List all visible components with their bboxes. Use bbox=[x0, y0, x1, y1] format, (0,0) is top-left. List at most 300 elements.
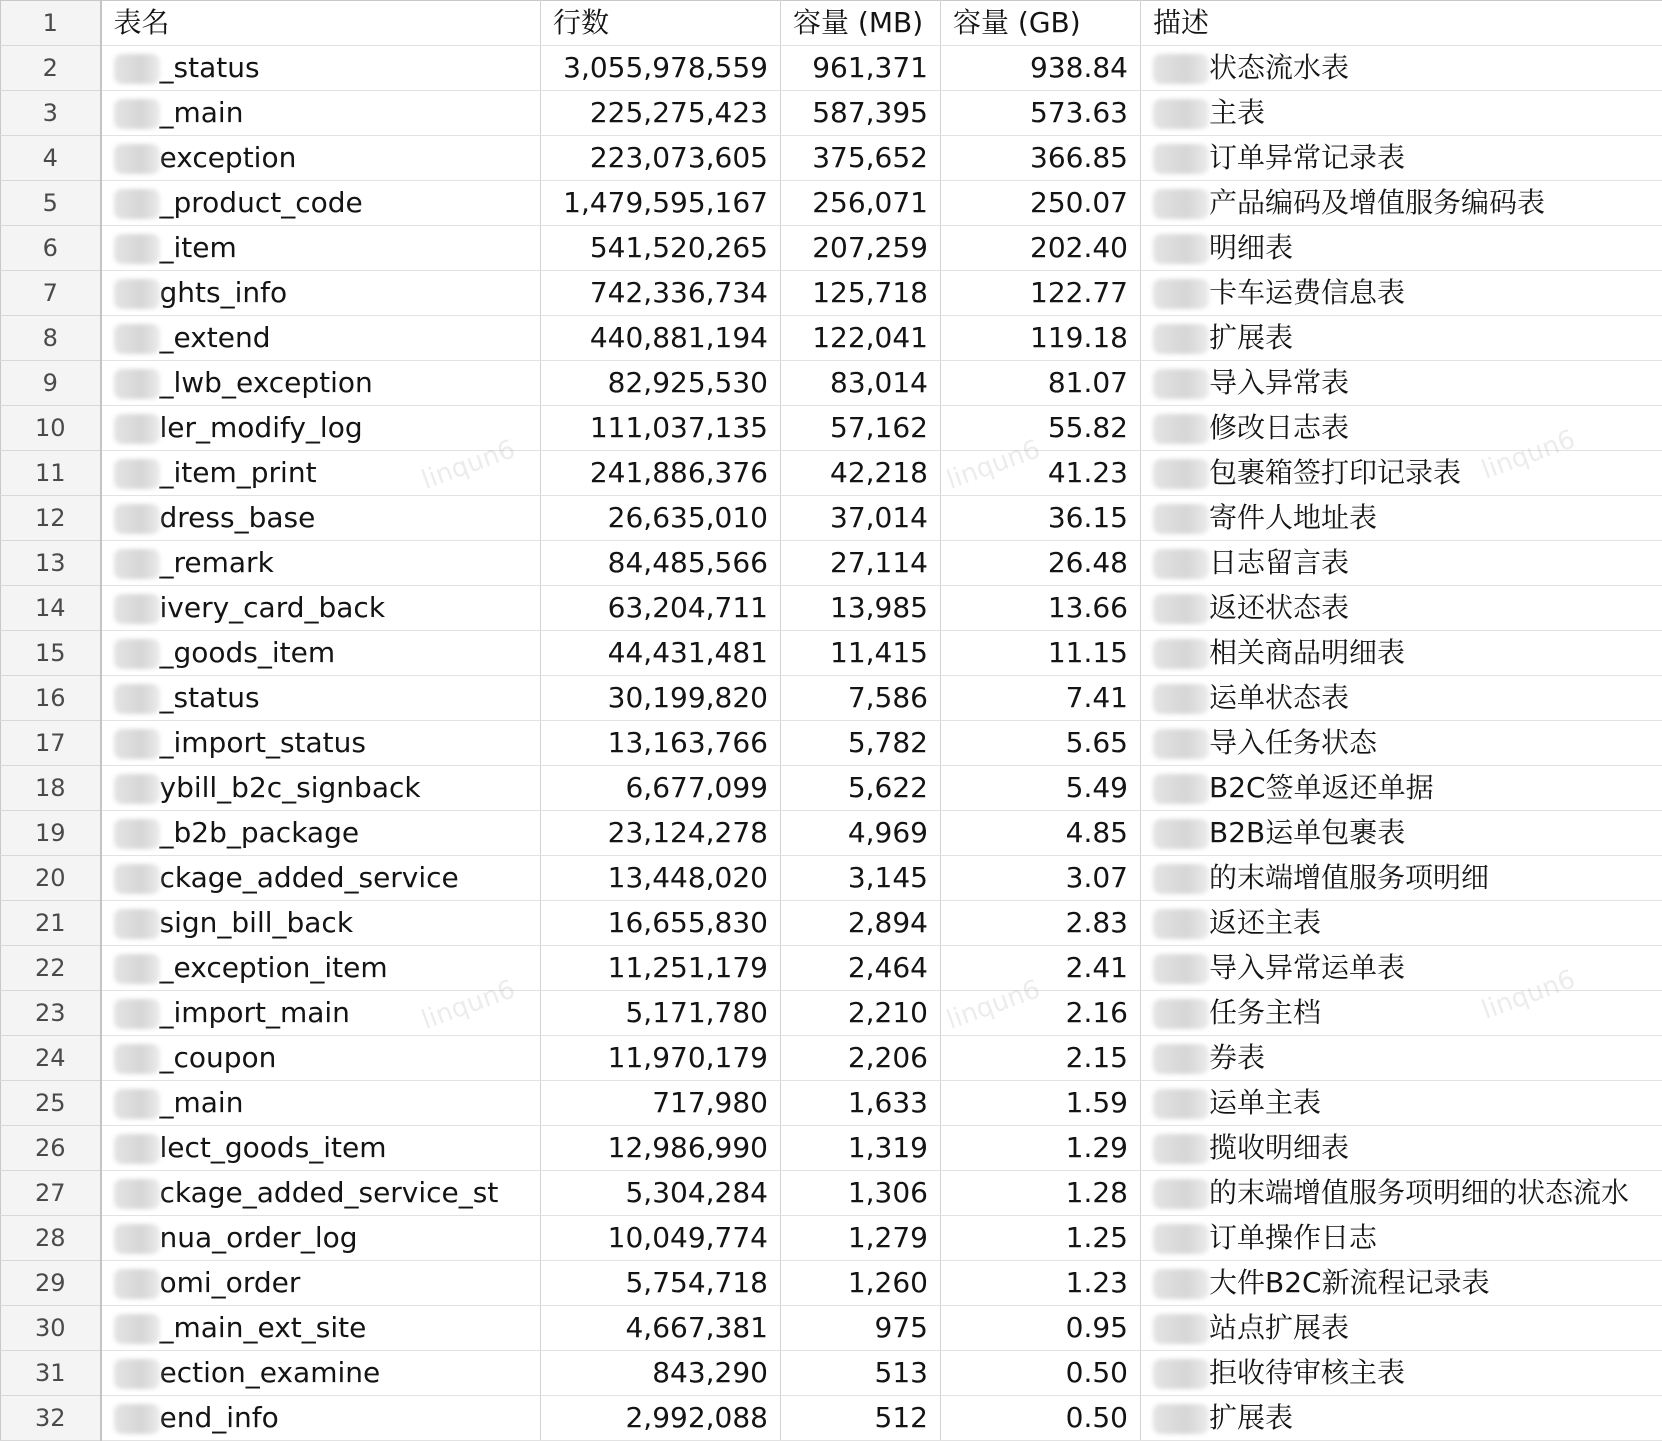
cell-row-count[interactable]: 11,251,179 bbox=[541, 946, 781, 991]
cell-size-mb[interactable]: 2,210 bbox=[781, 991, 941, 1036]
row-number[interactable]: 29 bbox=[1, 1261, 101, 1306]
cell-description[interactable] bbox=[1141, 1306, 1662, 1351]
table-row[interactable] bbox=[1, 1396, 1662, 1441]
cell-size-gb[interactable]: 1.29 bbox=[941, 1126, 1141, 1171]
cell-row-count[interactable]: 225,275,423 bbox=[541, 91, 781, 136]
cell-description[interactable] bbox=[1141, 946, 1662, 991]
row-number[interactable]: 31 bbox=[1, 1351, 101, 1396]
cell-table-name[interactable] bbox=[101, 856, 541, 901]
cell-size-gb[interactable]: 250.07 bbox=[941, 181, 1141, 226]
cell-description[interactable] bbox=[1141, 46, 1662, 91]
cell-description[interactable] bbox=[1141, 586, 1662, 631]
row-number[interactable]: 24 bbox=[1, 1036, 101, 1081]
cell-description[interactable] bbox=[1141, 181, 1662, 226]
cell-row-count[interactable]: 223,073,605 bbox=[541, 136, 781, 181]
cell-table-name-text: _lwb_exception bbox=[160, 366, 373, 399]
table-row[interactable] bbox=[1, 631, 1662, 676]
table-row[interactable] bbox=[1, 1261, 1662, 1306]
cell-row-count[interactable]: 23,124,278 bbox=[541, 811, 781, 856]
cell-description-text: 订单操作日志 bbox=[1209, 1221, 1377, 1254]
cell-row-count[interactable]: 5,754,718 bbox=[541, 1261, 781, 1306]
cell-table-name[interactable] bbox=[101, 541, 541, 586]
cell-table-name[interactable] bbox=[101, 496, 541, 541]
cell-table-name[interactable] bbox=[101, 721, 541, 766]
cell-row-count[interactable]: 541,520,265 bbox=[541, 226, 781, 271]
cell-description[interactable] bbox=[1141, 406, 1662, 451]
cell-size-gb[interactable]: 36.15 bbox=[941, 496, 1141, 541]
cell-table-name[interactable] bbox=[101, 1081, 541, 1126]
cell-size-gb[interactable]: 573.63 bbox=[941, 91, 1141, 136]
watermark: linqun6 bbox=[418, 974, 519, 1035]
redaction-blur bbox=[114, 54, 160, 84]
cell-table-name-text: _import_main bbox=[160, 996, 350, 1029]
table-row[interactable] bbox=[1, 721, 1662, 766]
cell-size-gb[interactable]: 11.15 bbox=[941, 631, 1141, 676]
cell-size-mb[interactable]: 11,415 bbox=[781, 631, 941, 676]
cell-table-name[interactable] bbox=[101, 271, 541, 316]
cell-description-text: 明细表 bbox=[1209, 231, 1293, 264]
cell-description[interactable] bbox=[1141, 1351, 1662, 1396]
row-number[interactable]: 15 bbox=[1, 631, 101, 676]
cell-size-mb[interactable]: 37,014 bbox=[781, 496, 941, 541]
cell-size-gb[interactable]: 26.48 bbox=[941, 541, 1141, 586]
row-number[interactable]: 8 bbox=[1, 316, 101, 361]
table-row[interactable] bbox=[1, 1216, 1662, 1261]
cell-description-text: 返还状态表 bbox=[1209, 591, 1349, 624]
cell-table-name[interactable] bbox=[101, 181, 541, 226]
cell-description-text: 大件B2C新流程记录表 bbox=[1209, 1266, 1490, 1299]
cell-size-mb[interactable]: 207,259 bbox=[781, 226, 941, 271]
row-number[interactable]: 17 bbox=[1, 721, 101, 766]
cell-table-name[interactable] bbox=[101, 991, 541, 1036]
table-row[interactable] bbox=[1, 811, 1662, 856]
cell-table-name[interactable] bbox=[101, 1216, 541, 1261]
cell-table-name-text: _item bbox=[160, 231, 237, 264]
cell-description-text: B2C签单返还单据 bbox=[1209, 771, 1434, 804]
cell-size-gb[interactable]: 1.23 bbox=[941, 1261, 1141, 1306]
cell-table-name-text: _b2b_package bbox=[160, 816, 360, 849]
redaction-blur bbox=[1153, 864, 1209, 894]
cell-size-mb[interactable]: 1,306 bbox=[781, 1171, 941, 1216]
cell-size-gb[interactable]: 1.59 bbox=[941, 1081, 1141, 1126]
redaction-blur bbox=[1153, 684, 1209, 714]
redaction-blur bbox=[1153, 144, 1209, 174]
cell-description[interactable] bbox=[1141, 226, 1662, 271]
redaction-blur bbox=[114, 909, 160, 939]
cell-row-count[interactable]: 111,037,135 bbox=[541, 406, 781, 451]
cell-row-count[interactable]: 12,986,990 bbox=[541, 1126, 781, 1171]
cell-row-count[interactable]: 84,485,566 bbox=[541, 541, 781, 586]
cell-row-count[interactable]: 843,290 bbox=[541, 1351, 781, 1396]
cell-size-mb[interactable]: 975 bbox=[781, 1306, 941, 1351]
cell-table-name[interactable] bbox=[101, 1351, 541, 1396]
cell-description[interactable] bbox=[1141, 991, 1662, 1036]
row-number[interactable]: 10 bbox=[1, 406, 101, 451]
cell-size-gb[interactable]: 2.83 bbox=[941, 901, 1141, 946]
cell-table-name[interactable] bbox=[101, 1171, 541, 1216]
redaction-blur bbox=[1153, 369, 1209, 399]
redaction-blur bbox=[1153, 1269, 1209, 1299]
cell-table-name-text: ybill_b2c_signback bbox=[160, 771, 421, 804]
cell-description[interactable] bbox=[1141, 1216, 1662, 1261]
cell-row-count[interactable]: 63,204,711 bbox=[541, 586, 781, 631]
redaction-blur bbox=[114, 279, 160, 309]
cell-table-name-text: dress_base bbox=[160, 501, 316, 534]
redaction-blur bbox=[114, 369, 160, 399]
cell-table-name[interactable] bbox=[101, 1261, 541, 1306]
cell-table-name-text: ghts_info bbox=[160, 276, 288, 309]
cell-size-gb[interactable]: 0.50 bbox=[941, 1396, 1141, 1441]
redaction-blur bbox=[1153, 459, 1209, 489]
cell-size-gb[interactable]: 0.95 bbox=[941, 1306, 1141, 1351]
redaction-blur bbox=[114, 549, 160, 579]
cell-description-text: 的末端增值服务项明细 bbox=[1209, 861, 1489, 894]
row-number[interactable]: 30 bbox=[1, 1306, 101, 1351]
cell-size-mb[interactable]: 1,319 bbox=[781, 1126, 941, 1171]
cell-size-gb[interactable]: 41.23 bbox=[941, 451, 1141, 496]
row-number[interactable]: 19 bbox=[1, 811, 101, 856]
cell-row-count[interactable]: 5,304,284 bbox=[541, 1171, 781, 1216]
cell-table-name-text: exception bbox=[160, 141, 297, 174]
row-number[interactable]: 21 bbox=[1, 901, 101, 946]
row-number[interactable]: 6 bbox=[1, 226, 101, 271]
redaction-blur bbox=[114, 639, 160, 669]
redaction-blur bbox=[114, 324, 160, 354]
cell-row-count[interactable]: 2,992,088 bbox=[541, 1396, 781, 1441]
table-row[interactable] bbox=[1, 496, 1662, 541]
cell-table-name[interactable] bbox=[101, 406, 541, 451]
redaction-blur bbox=[114, 594, 160, 624]
cell-table-name-text: sign_bill_back bbox=[160, 906, 354, 939]
cell-description[interactable] bbox=[1141, 811, 1662, 856]
table-row[interactable] bbox=[1, 541, 1662, 586]
cell-description[interactable] bbox=[1141, 721, 1662, 766]
row-number[interactable]: 5 bbox=[1, 181, 101, 226]
table-row[interactable] bbox=[1, 451, 1662, 496]
table-row[interactable] bbox=[1, 946, 1662, 991]
cell-table-name[interactable] bbox=[101, 631, 541, 676]
cell-description[interactable] bbox=[1141, 1036, 1662, 1081]
cell-size-gb[interactable]: 1.28 bbox=[941, 1171, 1141, 1216]
watermark: linqun6 bbox=[943, 974, 1044, 1035]
header-row-count[interactable]: 行数 bbox=[541, 1, 781, 46]
header-size-mb[interactable]: 容量 (MB) bbox=[781, 1, 941, 46]
header-size-gb[interactable]: 容量 (GB) bbox=[941, 1, 1141, 46]
cell-size-mb[interactable]: 122,041 bbox=[781, 316, 941, 361]
cell-table-name[interactable] bbox=[101, 901, 541, 946]
cell-row-count[interactable]: 82,925,530 bbox=[541, 361, 781, 406]
table-row[interactable] bbox=[1, 91, 1662, 136]
table-row[interactable] bbox=[1, 361, 1662, 406]
cell-size-gb[interactable]: 3.07 bbox=[941, 856, 1141, 901]
cell-table-name-text: nua_order_log bbox=[160, 1221, 358, 1254]
cell-size-gb[interactable]: 5.49 bbox=[941, 766, 1141, 811]
redaction-blur bbox=[114, 1314, 160, 1344]
table-row[interactable] bbox=[1, 1306, 1662, 1351]
row-number[interactable]: 14 bbox=[1, 586, 101, 631]
cell-size-mb[interactable]: 1,260 bbox=[781, 1261, 941, 1306]
cell-size-gb[interactable]: 366.85 bbox=[941, 136, 1141, 181]
cell-table-name-text: _exception_item bbox=[160, 951, 388, 984]
redaction-blur bbox=[1153, 594, 1209, 624]
table-row[interactable] bbox=[1, 271, 1662, 316]
table-row[interactable] bbox=[1, 991, 1662, 1036]
row-number[interactable]: 13 bbox=[1, 541, 101, 586]
cell-table-name[interactable] bbox=[101, 46, 541, 91]
cell-size-mb[interactable]: 7,586 bbox=[781, 676, 941, 721]
cell-row-count[interactable]: 3,055,978,559 bbox=[541, 46, 781, 91]
cell-row-count[interactable]: 717,980 bbox=[541, 1081, 781, 1126]
cell-description[interactable] bbox=[1141, 1126, 1662, 1171]
row-number[interactable]: 18 bbox=[1, 766, 101, 811]
cell-description-text: 导入异常表 bbox=[1209, 366, 1349, 399]
cell-row-count[interactable]: 13,163,766 bbox=[541, 721, 781, 766]
row-number[interactable]: 1 bbox=[1, 1, 101, 46]
cell-size-gb[interactable]: 55.82 bbox=[941, 406, 1141, 451]
cell-size-gb[interactable]: 122.77 bbox=[941, 271, 1141, 316]
table-row[interactable] bbox=[1, 406, 1662, 451]
cell-size-mb[interactable]: 2,206 bbox=[781, 1036, 941, 1081]
cell-row-count[interactable]: 1,479,595,167 bbox=[541, 181, 781, 226]
cell-description[interactable] bbox=[1141, 361, 1662, 406]
cell-description[interactable] bbox=[1141, 316, 1662, 361]
table-row[interactable] bbox=[1, 1126, 1662, 1171]
cell-table-name-text: ivery_card_back bbox=[160, 591, 386, 624]
cell-size-mb[interactable]: 587,395 bbox=[781, 91, 941, 136]
cell-size-mb[interactable]: 42,218 bbox=[781, 451, 941, 496]
cell-size-gb[interactable]: 1.25 bbox=[941, 1216, 1141, 1261]
table-row[interactable] bbox=[1, 676, 1662, 721]
redaction-blur bbox=[114, 999, 160, 1029]
cell-size-mb[interactable]: 961,371 bbox=[781, 46, 941, 91]
cell-size-mb[interactable]: 5,622 bbox=[781, 766, 941, 811]
row-number[interactable]: 9 bbox=[1, 361, 101, 406]
cell-table-name[interactable] bbox=[101, 586, 541, 631]
table-row[interactable] bbox=[1, 766, 1662, 811]
row-number[interactable]: 3 bbox=[1, 91, 101, 136]
cell-size-mb[interactable]: 27,114 bbox=[781, 541, 941, 586]
cell-size-gb[interactable]: 2.16 bbox=[941, 991, 1141, 1036]
row-number[interactable]: 27 bbox=[1, 1171, 101, 1216]
cell-description-text: 返还主表 bbox=[1209, 906, 1321, 939]
redaction-blur bbox=[1153, 1314, 1209, 1344]
cell-size-mb[interactable]: 5,782 bbox=[781, 721, 941, 766]
cell-size-gb[interactable]: 938.84 bbox=[941, 46, 1141, 91]
redaction-blur bbox=[114, 1404, 160, 1434]
cell-size-gb[interactable]: 4.85 bbox=[941, 811, 1141, 856]
redaction-blur bbox=[114, 864, 160, 894]
cell-row-count[interactable]: 6,677,099 bbox=[541, 766, 781, 811]
cell-description-text: 站点扩展表 bbox=[1209, 1311, 1349, 1344]
cell-table-name-text: _main bbox=[160, 96, 244, 129]
cell-description-text: B2B运单包裹表 bbox=[1209, 816, 1405, 849]
cell-table-name[interactable] bbox=[101, 226, 541, 271]
cell-size-mb[interactable]: 1,279 bbox=[781, 1216, 941, 1261]
cell-size-mb[interactable]: 4,969 bbox=[781, 811, 941, 856]
cell-table-name-text: ection_examine bbox=[160, 1356, 381, 1389]
cell-row-count[interactable]: 742,336,734 bbox=[541, 271, 781, 316]
cell-description-text: 运单主表 bbox=[1209, 1086, 1321, 1119]
table-row[interactable] bbox=[1, 316, 1662, 361]
header-description[interactable]: 描述 bbox=[1141, 1, 1662, 46]
row-number[interactable]: 4 bbox=[1, 136, 101, 181]
redaction-blur bbox=[114, 1134, 160, 1164]
cell-table-name[interactable] bbox=[101, 766, 541, 811]
cell-description-text: 卡车运费信息表 bbox=[1209, 276, 1405, 309]
cell-table-name-text: _status bbox=[160, 681, 260, 714]
cell-table-name[interactable] bbox=[101, 1036, 541, 1081]
cell-table-name[interactable] bbox=[101, 316, 541, 361]
row-number[interactable]: 7 bbox=[1, 271, 101, 316]
cell-table-name[interactable] bbox=[101, 361, 541, 406]
redaction-blur bbox=[1153, 1134, 1209, 1164]
cell-size-mb[interactable]: 1,633 bbox=[781, 1081, 941, 1126]
cell-description[interactable] bbox=[1141, 451, 1662, 496]
cell-size-gb[interactable]: 119.18 bbox=[941, 316, 1141, 361]
cell-description[interactable] bbox=[1141, 766, 1662, 811]
cell-description[interactable] bbox=[1141, 1261, 1662, 1306]
cell-description[interactable] bbox=[1141, 1171, 1662, 1216]
cell-description-text: 运单状态表 bbox=[1209, 681, 1349, 714]
row-number[interactable]: 32 bbox=[1, 1396, 101, 1441]
row-number[interactable]: 20 bbox=[1, 856, 101, 901]
cell-table-name[interactable] bbox=[101, 451, 541, 496]
table-row[interactable] bbox=[1, 586, 1662, 631]
cell-size-mb[interactable]: 83,014 bbox=[781, 361, 941, 406]
cell-size-gb[interactable]: 13.66 bbox=[941, 586, 1141, 631]
cell-table-name[interactable] bbox=[101, 1306, 541, 1351]
cell-size-mb[interactable]: 13,985 bbox=[781, 586, 941, 631]
redaction-blur bbox=[1153, 189, 1209, 219]
row-number[interactable]: 28 bbox=[1, 1216, 101, 1261]
cell-table-name[interactable] bbox=[101, 946, 541, 991]
cell-table-name-text: lect_goods_item bbox=[160, 1131, 387, 1164]
table-row[interactable] bbox=[1, 136, 1662, 181]
cell-size-mb[interactable]: 512 bbox=[781, 1396, 941, 1441]
row-number[interactable]: 12 bbox=[1, 496, 101, 541]
redaction-blur bbox=[1153, 729, 1209, 759]
cell-description[interactable] bbox=[1141, 901, 1662, 946]
cell-description-text: 揽收明细表 bbox=[1209, 1131, 1349, 1164]
cell-row-count[interactable]: 5,171,780 bbox=[541, 991, 781, 1036]
row-number[interactable]: 16 bbox=[1, 676, 101, 721]
watermark: linqun6 bbox=[1478, 424, 1579, 485]
watermark: linqun6 bbox=[943, 434, 1044, 495]
cell-row-count[interactable]: 440,881,194 bbox=[541, 316, 781, 361]
cell-size-gb[interactable]: 81.07 bbox=[941, 361, 1141, 406]
redaction-blur bbox=[114, 774, 160, 804]
cell-size-mb[interactable]: 2,894 bbox=[781, 901, 941, 946]
table-row[interactable] bbox=[1, 226, 1662, 271]
row-number[interactable]: 25 bbox=[1, 1081, 101, 1126]
cell-description[interactable] bbox=[1141, 91, 1662, 136]
cell-size-gb[interactable]: 202.40 bbox=[941, 226, 1141, 271]
cell-row-count[interactable]: 13,448,020 bbox=[541, 856, 781, 901]
table-row[interactable] bbox=[1, 901, 1662, 946]
cell-row-count[interactable]: 10,049,774 bbox=[541, 1216, 781, 1261]
header-table-name[interactable]: 表名 bbox=[101, 1, 541, 46]
cell-size-mb[interactable]: 57,162 bbox=[781, 406, 941, 451]
cell-size-mb[interactable]: 3,145 bbox=[781, 856, 941, 901]
cell-description[interactable] bbox=[1141, 631, 1662, 676]
cell-size-mb[interactable]: 125,718 bbox=[781, 271, 941, 316]
table-row[interactable] bbox=[1, 1081, 1662, 1126]
cell-size-gb[interactable]: 5.65 bbox=[941, 721, 1141, 766]
redaction-blur bbox=[1153, 54, 1209, 84]
cell-description[interactable] bbox=[1141, 271, 1662, 316]
table-row[interactable] bbox=[1, 1171, 1662, 1216]
cell-description-text: 寄件人地址表 bbox=[1209, 501, 1377, 534]
redaction-blur bbox=[114, 954, 160, 984]
cell-size-mb[interactable]: 256,071 bbox=[781, 181, 941, 226]
cell-row-count[interactable]: 241,886,376 bbox=[541, 451, 781, 496]
cell-description-text: 拒收待审核主表 bbox=[1209, 1356, 1405, 1389]
redaction-blur bbox=[1153, 504, 1209, 534]
redaction-blur bbox=[1153, 1179, 1209, 1209]
row-number[interactable]: 22 bbox=[1, 946, 101, 991]
cell-description[interactable] bbox=[1141, 496, 1662, 541]
cell-table-name[interactable] bbox=[101, 136, 541, 181]
cell-table-name[interactable] bbox=[101, 1126, 541, 1171]
cell-table-name[interactable] bbox=[101, 676, 541, 721]
cell-row-count[interactable]: 30,199,820 bbox=[541, 676, 781, 721]
row-number[interactable]: 23 bbox=[1, 991, 101, 1036]
cell-description[interactable] bbox=[1141, 676, 1662, 721]
cell-size-mb[interactable]: 513 bbox=[781, 1351, 941, 1396]
row-number[interactable]: 11 bbox=[1, 451, 101, 496]
cell-description-text: 相关商品明细表 bbox=[1209, 636, 1405, 669]
table-row[interactable] bbox=[1, 1036, 1662, 1081]
cell-table-name-text: _goods_item bbox=[160, 636, 336, 669]
cell-row-count[interactable]: 16,655,830 bbox=[541, 901, 781, 946]
cell-description[interactable] bbox=[1141, 1396, 1662, 1441]
table-row[interactable] bbox=[1, 181, 1662, 226]
cell-table-name[interactable] bbox=[101, 1396, 541, 1441]
cell-description[interactable] bbox=[1141, 856, 1662, 901]
row-number[interactable]: 26 bbox=[1, 1126, 101, 1171]
table-row[interactable] bbox=[1, 1351, 1662, 1396]
cell-size-mb[interactable]: 2,464 bbox=[781, 946, 941, 991]
cell-description-text: 产品编码及增值服务编码表 bbox=[1209, 186, 1545, 219]
table-row[interactable] bbox=[1, 46, 1662, 91]
cell-description[interactable] bbox=[1141, 1081, 1662, 1126]
cell-table-name-text: _import_status bbox=[160, 726, 367, 759]
row-number[interactable]: 2 bbox=[1, 46, 101, 91]
cell-table-name-text: omi_order bbox=[160, 1266, 301, 1299]
cell-table-name-text: _extend bbox=[160, 321, 271, 354]
cell-row-count[interactable]: 44,431,481 bbox=[541, 631, 781, 676]
cell-table-name-text: ckage_added_service bbox=[160, 861, 459, 894]
table-row[interactable] bbox=[1, 856, 1662, 901]
cell-row-count[interactable]: 26,635,010 bbox=[541, 496, 781, 541]
cell-size-gb[interactable]: 2.15 bbox=[941, 1036, 1141, 1081]
redaction-blur bbox=[1153, 414, 1209, 444]
cell-table-name[interactable] bbox=[101, 91, 541, 136]
cell-size-gb[interactable]: 0.50 bbox=[941, 1351, 1141, 1396]
cell-description-text: 的末端增值服务项明细的状态流水 bbox=[1209, 1176, 1629, 1209]
cell-description[interactable] bbox=[1141, 136, 1662, 181]
cell-size-mb[interactable]: 375,652 bbox=[781, 136, 941, 181]
cell-table-name[interactable] bbox=[101, 811, 541, 856]
cell-row-count[interactable]: 4,667,381 bbox=[541, 1306, 781, 1351]
cell-size-gb[interactable]: 7.41 bbox=[941, 676, 1141, 721]
cell-description-text: 导入任务状态 bbox=[1209, 726, 1377, 759]
cell-row-count[interactable]: 11,970,179 bbox=[541, 1036, 781, 1081]
cell-table-name-text: ler_modify_log bbox=[160, 411, 363, 444]
cell-description-text: 券表 bbox=[1209, 1041, 1265, 1074]
cell-size-gb[interactable]: 2.41 bbox=[941, 946, 1141, 991]
cell-description[interactable] bbox=[1141, 541, 1662, 586]
